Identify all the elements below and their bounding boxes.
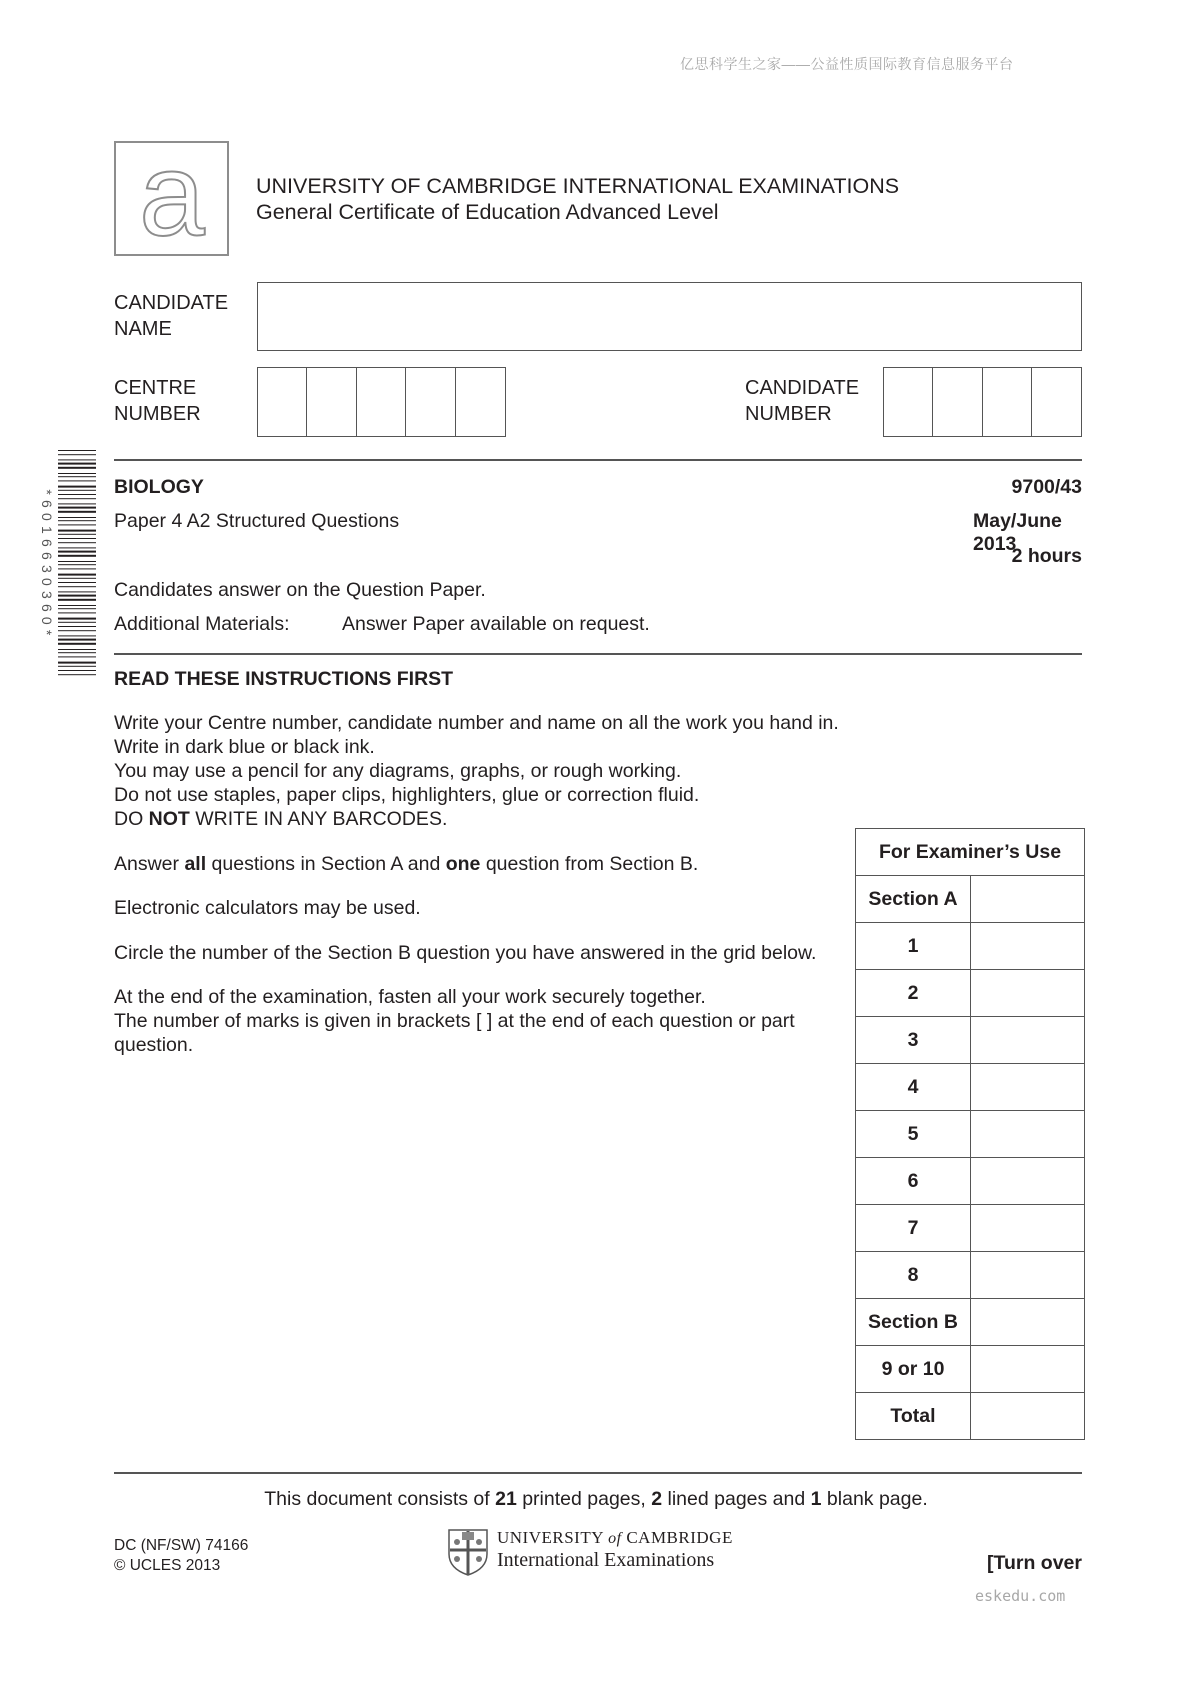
divider <box>114 459 1082 461</box>
barcode-bar <box>58 450 96 451</box>
mark-cell[interactable] <box>971 1111 1085 1158</box>
barcode-bar <box>58 643 96 645</box>
barcode-digits: *6016630360* <box>39 489 55 641</box>
barcode-bar <box>58 674 96 675</box>
barcode-bar <box>58 635 96 636</box>
barcode-bar <box>58 463 96 465</box>
instruction-line: You may use a pencil for any diagrams, graphs, or rough working. <box>114 760 682 782</box>
centre-digit-box[interactable] <box>406 368 455 436</box>
exam-board-title: UNIVERSITY OF CAMBRIDGE INTERNATIONAL EXAMINATIONS <box>256 174 900 198</box>
mark-cell[interactable] <box>971 1393 1085 1440</box>
barcode-bar <box>58 564 96 565</box>
table-row <box>856 1017 1085 1064</box>
barcode-bar <box>58 454 96 455</box>
table-row <box>856 923 1085 970</box>
row-label: 8 <box>856 1252 971 1299</box>
row-label: 3 <box>856 1017 971 1064</box>
mark-cell[interactable] <box>971 876 1085 923</box>
materials-label: Additional Materials: <box>114 613 290 635</box>
centre-digit-box[interactable] <box>456 368 505 436</box>
row-label: 4 <box>856 1064 971 1111</box>
table-row <box>856 1252 1085 1299</box>
row-label: 1 <box>856 923 971 970</box>
qualification-title: General Certificate of Education Advanced Level <box>256 200 719 224</box>
instructions-block <box>114 711 874 831</box>
paper-title: Paper 4 A2 Structured Questions <box>114 510 400 532</box>
centre-number-field[interactable] <box>257 367 506 437</box>
barcode-bar <box>58 582 96 583</box>
logo-letter: a <box>139 143 205 254</box>
row-label: 5 <box>856 1111 971 1158</box>
barcode-bar <box>58 467 96 469</box>
instruction-line: DO NOT WRITE IN ANY BARCODES. <box>114 808 448 830</box>
barcode-bar <box>58 652 96 653</box>
candidate-number-label: CANDIDATE NUMBER <box>745 377 860 425</box>
barcode-bar <box>58 490 96 491</box>
watermark-bottom: eskedu.com <box>975 1587 1066 1605</box>
doc-ref: DC (NF/SW) 74166 <box>114 1537 249 1554</box>
barcode-bar <box>58 459 96 460</box>
table-row <box>856 1346 1085 1393</box>
cambridge-logo-text: UNIVERSITY of CAMBRIDGE International Examinations <box>497 1528 733 1571</box>
barcode-bar <box>58 626 96 627</box>
circle-instruction: Circle the number of the Section B question you have answered in the grid below. <box>114 942 817 964</box>
barcode-bar <box>58 639 96 641</box>
barcode-bar <box>58 666 96 667</box>
barcode-bar <box>58 595 96 597</box>
barcode-bar <box>58 476 96 477</box>
table-row <box>856 1393 1085 1440</box>
candidate-digit-box[interactable] <box>933 368 982 436</box>
candidate-digit-box[interactable] <box>884 368 933 436</box>
divider <box>114 653 1082 655</box>
paper-code: 9700/43 <box>1011 476 1082 498</box>
barcode-bar <box>58 524 96 525</box>
barcode-bar <box>58 649 96 650</box>
candidate-name-label: CANDIDATE NAME <box>114 292 229 340</box>
watermark-top: 亿思科学生之家——公益性质国际教育信息服务平台 <box>680 56 1014 72</box>
barcode-bar <box>58 555 96 557</box>
answer-instruction: Answer all questions in Section A and one question from Section B. <box>114 853 699 875</box>
barcode-bar <box>58 561 96 562</box>
barcode-bar <box>58 503 96 504</box>
barcode-bar <box>58 480 96 481</box>
barcode-bar <box>58 538 96 539</box>
row-label: Total <box>856 1393 971 1440</box>
barcode-bar <box>58 662 96 664</box>
examiner-use-table <box>855 828 1085 1440</box>
mark-cell[interactable] <box>971 1017 1085 1064</box>
copyright: © UCLES 2013 <box>114 1557 221 1574</box>
barcode-bar <box>58 578 96 579</box>
table-row <box>856 1064 1085 1111</box>
barcode-bar <box>58 656 96 657</box>
barcode <box>40 450 98 678</box>
barcode-bar <box>58 586 96 587</box>
mark-cell[interactable] <box>971 1346 1085 1393</box>
barcode-bar <box>58 612 96 613</box>
barcode-bar <box>58 511 96 513</box>
barcode-bar <box>58 599 96 601</box>
table-row <box>856 1111 1085 1158</box>
barcode-bar <box>58 473 96 474</box>
barcode-bar <box>58 551 96 553</box>
exam-logo <box>114 141 229 256</box>
turn-over: [Turn over <box>987 1552 1082 1574</box>
barcode-bar <box>58 630 96 631</box>
candidate-name-field[interactable] <box>257 282 1082 351</box>
candidate-digit-box[interactable] <box>983 368 1032 436</box>
barcode-bar <box>58 547 96 548</box>
answer-note: Candidates answer on the Question Paper. <box>114 579 486 601</box>
barcode-bar <box>58 568 96 569</box>
mark-cell[interactable] <box>971 1205 1085 1252</box>
page-count-note: This document consists of 21 printed pages, 2 lined pages and 1 blank page. <box>264 1488 928 1510</box>
table-row <box>856 1205 1085 1252</box>
candidate-number-field[interactable] <box>883 367 1082 437</box>
barcode-bar <box>58 494 96 495</box>
table-row <box>856 970 1085 1017</box>
row-label: 6 <box>856 1158 971 1205</box>
mark-cell[interactable] <box>971 1064 1085 1111</box>
row-label: 9 or 10 <box>856 1346 971 1393</box>
barcode-bar <box>58 520 96 521</box>
barcode-bar <box>58 608 96 609</box>
instruction-line: Do not use staples, paper clips, highlighters, glue or correction fluid. <box>114 784 700 806</box>
calculator-instruction: Electronic calculators may be used. <box>114 897 421 919</box>
barcode-bar <box>58 498 96 499</box>
centre-digit-box[interactable] <box>258 368 307 436</box>
crest-icon <box>447 1528 489 1576</box>
barcode-bar <box>58 574 96 576</box>
centre-digit-box[interactable] <box>307 368 356 436</box>
barcode-bar <box>58 534 96 535</box>
row-label: 7 <box>856 1205 971 1252</box>
exam-duration: 2 hours <box>1011 545 1082 567</box>
exam-session: May/June 2013 <box>973 510 1062 555</box>
subject: BIOLOGY <box>114 476 204 498</box>
barcode-bar <box>58 507 96 509</box>
table-row <box>856 876 1085 923</box>
table-row <box>856 1158 1085 1205</box>
barcode-bar <box>58 670 96 671</box>
row-label: Section A <box>856 876 971 923</box>
row-label: 2 <box>856 970 971 1017</box>
table-row <box>856 1299 1085 1346</box>
instructions-heading: READ THESE INSTRUCTIONS FIRST <box>114 668 454 690</box>
mark-cell[interactable] <box>971 923 1085 970</box>
mark-cell[interactable] <box>971 1158 1085 1205</box>
barcode-bar <box>58 591 96 592</box>
row-label: Section B <box>856 1299 971 1346</box>
mark-cell[interactable] <box>971 1252 1085 1299</box>
divider <box>114 1472 1082 1474</box>
centre-digit-box[interactable] <box>357 368 406 436</box>
instruction-line: Write in dark blue or black ink. <box>114 736 375 758</box>
barcode-bar <box>58 530 96 532</box>
instruction-line: Write your Centre number, candidate number and name on all the work you hand in. <box>114 712 839 734</box>
barcode-bar <box>58 618 96 620</box>
examiner-table-header: For Examiner’s Use <box>856 829 1085 876</box>
centre-number-label: CENTRE NUMBER <box>114 377 201 425</box>
candidate-digit-box[interactable] <box>1032 368 1081 436</box>
end-instructions: At the end of the examination, fasten all your work securely together. The number of marks is given in brackets [ ] at the end of each question or part question. <box>114 986 795 1056</box>
barcode-bar <box>58 542 96 543</box>
materials-value: Answer Paper available on request. <box>342 613 650 635</box>
document-reference <box>114 1536 248 1576</box>
barcode-bar <box>58 622 96 623</box>
mark-cell[interactable] <box>971 970 1085 1017</box>
barcode-bar <box>58 486 96 488</box>
barcode-bar <box>58 517 96 518</box>
mark-cell[interactable] <box>971 1299 1085 1346</box>
barcode-bar <box>58 605 96 606</box>
